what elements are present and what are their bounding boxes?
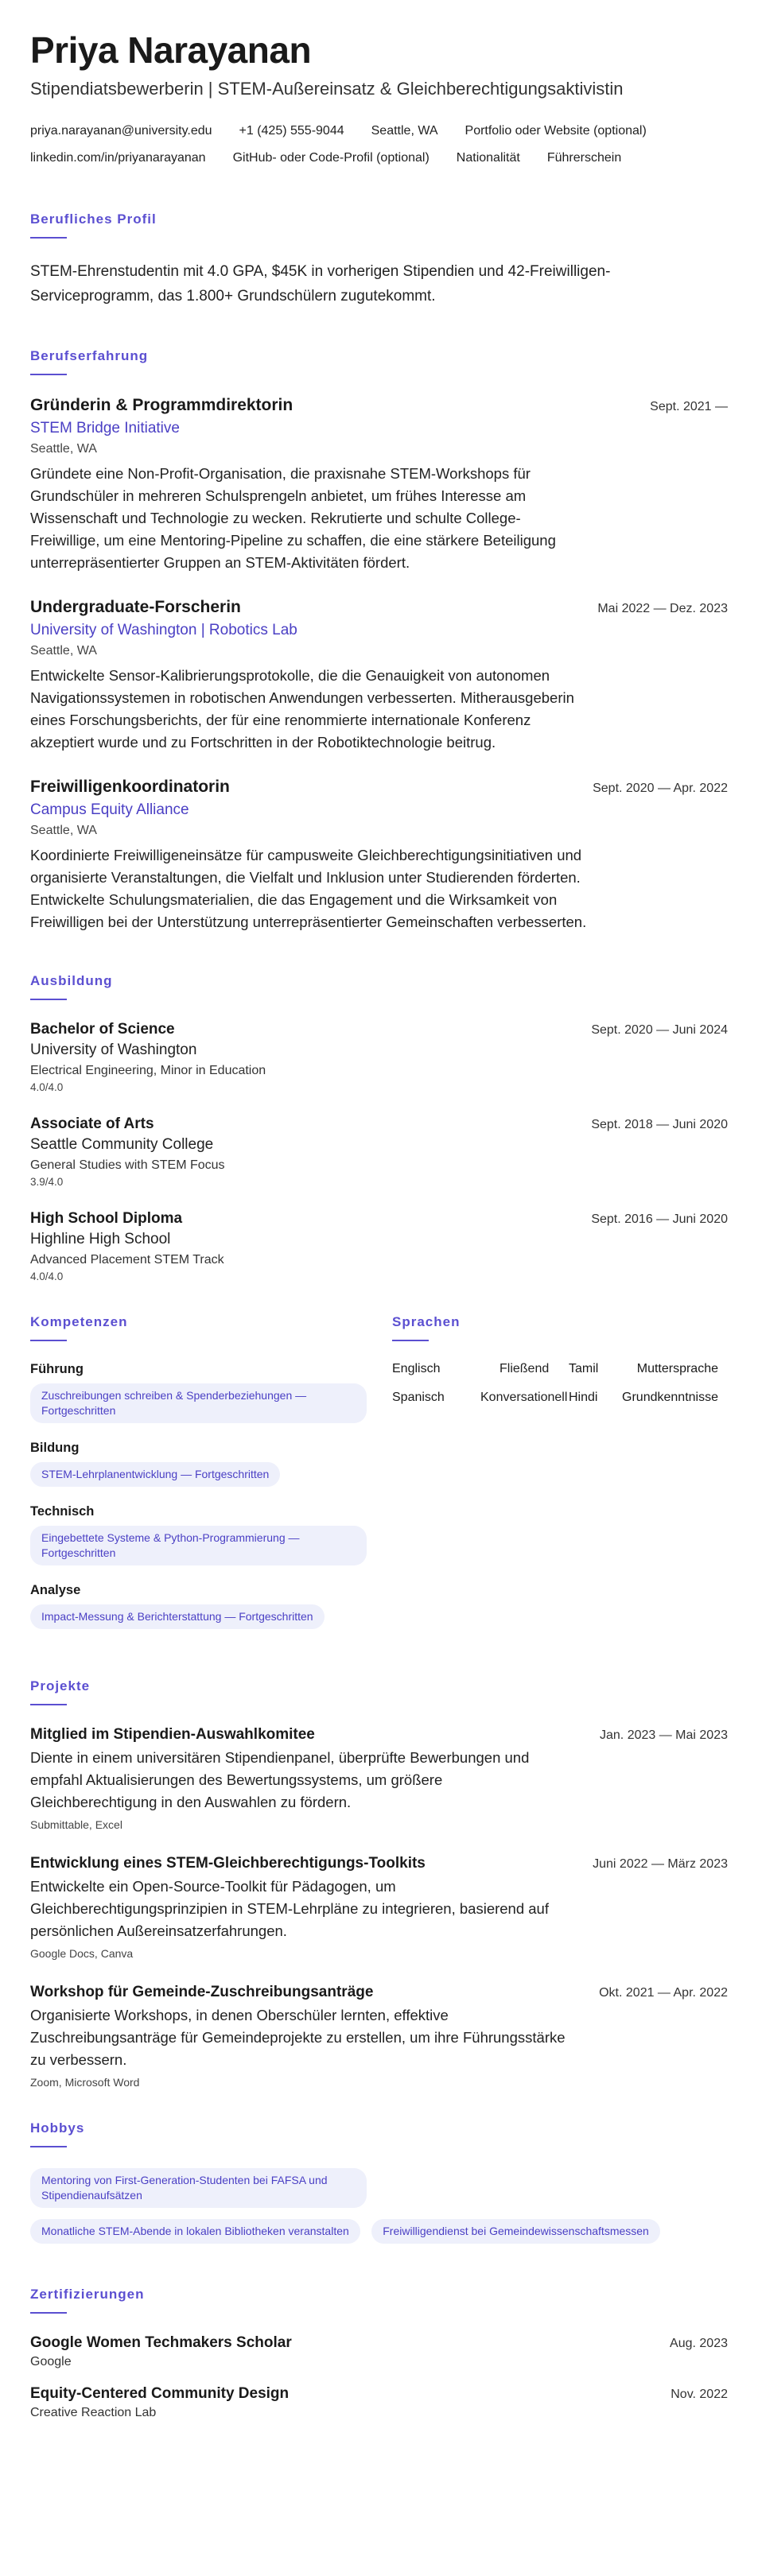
section-title: Hobbys [30,2120,85,2136]
project-description: Organisierte Workshops, in denen Oberschüler lernten, effektive Zuschreibungsanträge für Gemeindeprojekte zu erstellen, um ihre Führungsstärke zu verbessern. [30,2007,566,2068]
skill-category [30,1362,392,1441]
profile-summary: STEM-Ehrenstudentin mit 4.0 GPA, $45K in vorherigen Stipendien und 42-Freiwilligen-Serviceprogramm, das 1.800+ Grundschülern zugutekommt. [30,263,611,305]
section-title: Sprachen [392,1314,461,1329]
section-title: Zertifizierungen [30,2287,145,2302]
job-date: Sept. 2020 — Apr. 2022 [593,782,728,795]
resume-header [30,29,728,172]
experience-item [30,396,728,574]
project-description: Entwickelte ein Open-Source-Toolkit für Pädagogen, um Gleichberechtigungsprinzipien in STEM-Lehrpläne zu integrieren, basierend auf persönlichen Außereinsatzerfahrungen. [30,1878,549,1939]
project-tools: Zoom, Microsoft Word [30,2076,140,2089]
job-description: Entwickelte Sensor-Kalibrierungsprotokolle, die die Genauigkeit von autonomen Navigationssystemen in robotischen Anwendungen verbesserten. Mitherausgeberin eines Forschungsberichts, der für eine renommierte internationale Konferenz akzeptiert wurde und zu Fortschritten in der Robotiktechnologie beitrug. [30,667,574,751]
projects-section [30,1678,728,2089]
edu-date: Sept. 2018 — Juni 2020 [591,1118,728,1131]
hobby-pill: Monatliche STEM-Abende in lokalen Bibliotheken veranstalten [30,2219,360,2244]
certifications-section [30,2287,728,2420]
experience-section [30,348,728,933]
skill-pill: Zuschreibungen schreiben & Spenderbeziehungen — Fortgeschritten [30,1383,367,1423]
contact-email: priya.narayanan@university.edu [30,124,212,138]
edu-school: Seattle Community College [30,1136,214,1153]
skill-category-name: Bildung [30,1441,80,1455]
job-location: Seattle, WA [30,644,97,658]
job-title: Undergraduate-Forscherin [30,598,241,616]
hobby-list [30,2168,728,2255]
job-date: Sept. 2021 — [650,400,728,413]
language-level: Muttersprache [636,1362,718,1375]
certification-item [30,2385,728,2420]
skill-category [30,1441,392,1504]
education-item [30,1115,728,1188]
contact-portfolio: Portfolio oder Website (optional) [465,124,647,138]
section-title: Kompetenzen [30,1314,128,1329]
language-name: Spanisch [392,1391,445,1404]
project-item [30,1855,728,1960]
skill-pill: Eingebettete Systeme & Python-Programmierung — Fortgeschritten [30,1526,367,1565]
languages-section [392,1314,728,1647]
cert-title: Google Women Techmakers Scholar [30,2334,292,2351]
candidate-name: Priya Narayanan [30,29,312,71]
experience-item [30,778,728,933]
language-level: Konversationell [480,1391,568,1404]
edu-degree: High School Diploma [30,1210,183,1227]
section-divider [30,2312,67,2314]
language-name: Hindi [569,1391,598,1404]
edu-degree: Associate of Arts [30,1115,154,1132]
language-name: Tamil [569,1362,599,1375]
project-description: Diente in einem universitären Stipendienpanel, überprüfte Bewerbungen und empfahl Aktualisierungen des Bewertungssystems, um größere Gleichberechtigung in den Auswahlen zu fördern. [30,1749,530,1810]
edu-gpa: 4.0/4.0 [30,1081,64,1093]
section-divider [30,1340,67,1341]
project-date: Juni 2022 — März 2023 [593,1857,728,1871]
edu-field: Electrical Engineering, Minor in Education [30,1064,266,1077]
job-title: Freiwilligenkoordinatorin [30,778,230,796]
section-title: Berufserfahrung [30,348,149,363]
section-divider [30,237,67,239]
profile-section [30,211,728,308]
edu-date: Sept. 2016 — Juni 2020 [591,1212,728,1226]
section-title: Ausbildung [30,973,113,988]
certification-item [30,2334,728,2369]
language-name: Englisch [392,1362,441,1375]
cert-date: Nov. 2022 [671,2388,728,2401]
skills-section [30,1314,392,1647]
skill-category [30,1583,392,1647]
language-level: Fließend [500,1362,550,1375]
job-organization: Campus Equity Alliance [30,801,189,818]
language-list [392,1362,728,1405]
hobby-pill: Mentoring von First-Generation-Studenten bei FAFSA und Stipendienaufsätzen [30,2168,367,2208]
skill-category-name: Führung [30,1362,84,1376]
section-divider [30,999,67,1000]
section-divider [30,1704,67,1705]
project-title: Mitglied im Stipendien-Auswahlkomitee [30,1726,315,1743]
section-divider [30,374,67,375]
candidate-subtitle: Stipendiatsbewerberin | STEM-Außereinsatz & Gleichberechtigungsaktivistin [30,79,624,99]
contact-phone: +1 (425) 555-9044 [239,124,344,138]
section-title: Berufliches Profil [30,211,157,227]
job-organization: University of Washington | Robotics Lab [30,622,297,638]
contact-location: Seattle, WA [371,124,438,138]
hobby-pill: Freiwilligendienst bei Gemeindewissenschaftsmessen [371,2219,660,2244]
edu-gpa: 4.0/4.0 [30,1271,64,1282]
contact-list [30,118,728,172]
education-item [30,1210,728,1282]
cert-issuer: Google [30,2355,72,2368]
project-tools: Google Docs, Canva [30,1947,134,1960]
section-divider [30,2146,67,2147]
section-title: Projekte [30,1678,91,1693]
job-location: Seattle, WA [30,824,97,837]
education-item [30,1021,728,1093]
job-description: Koordinierte Freiwilligeneinsätze für campusweite Gleichberechtigungsinitiativen und organisierte Veranstaltungen, die Vielfalt und Inklusion unter Studierenden förderten. Entwickelte Schulungsmaterialien, die das Engagement und die Wirksamkeit von Freiwilligen bei der Unterstützung unterrepräsentierter Gemeinschaften verbesserten. [30,847,587,930]
contact-linkedin: linkedin.com/in/priyanarayanan [30,151,206,165]
language-level: Grundkenntnisse [622,1391,718,1404]
edu-gpa: 3.9/4.0 [30,1176,64,1188]
cert-date: Aug. 2023 [670,2337,728,2350]
skills-languages-row [30,1314,728,1647]
project-item [30,1984,728,2089]
cert-title: Equity-Centered Community Design [30,2385,290,2402]
education-section [30,973,728,1282]
job-organization: STEM Bridge Initiative [30,420,180,436]
skill-category-name: Analyse [30,1583,81,1597]
job-date: Mai 2022 — Dez. 2023 [597,602,728,615]
job-description: Gründete eine Non-Profit-Organisation, die praxisnahe STEM-Workshops für Grundschüler in mehreren Schulsprengeln anbietet, um frühes Interesse am Wissenschaft und Technologie zu wecken. Rekrutierte und schulte College-Freiwillige, um eine Mentoring-Pipeline zu schaffen, die eine stärkere Beteiligung unterrepräsentierter Gruppen an STEM-Aktivitäten fördert. [30,465,556,571]
project-item [30,1726,728,1831]
contact-github: GitHub- oder Code-Profil (optional) [232,151,430,165]
project-date: Jan. 2023 — Mai 2023 [600,1728,728,1742]
skill-category-name: Technisch [30,1504,95,1519]
job-location: Seattle, WA [30,442,97,456]
project-tools: Submittable, Excel [30,1818,122,1831]
section-divider [392,1340,429,1341]
job-title: Gründerin & Programmdirektorin [30,396,293,414]
edu-field: Advanced Placement STEM Track [30,1253,224,1267]
contact-nationality: Nationalität [456,151,520,165]
edu-school: Highline High School [30,1231,171,1247]
project-date: Okt. 2021 — Apr. 2022 [599,1986,728,2000]
cert-issuer: Creative Reaction Lab [30,2406,157,2419]
project-title: Entwicklung eines STEM-Gleichberechtigungs-Toolkits [30,1855,426,1872]
skill-pill: Impact-Messung & Berichterstattung — Fortgeschritten [30,1604,325,1629]
skill-category [30,1504,392,1583]
edu-degree: Bachelor of Science [30,1021,175,1038]
experience-item [30,598,728,754]
project-title: Workshop für Gemeinde-Zuschreibungsanträge [30,1984,374,2000]
hobbies-section [30,2120,728,2255]
contact-license: Führerschein [546,151,622,165]
edu-field: General Studies with STEM Focus [30,1158,225,1172]
edu-school: University of Washington [30,1042,197,1058]
edu-date: Sept. 2020 — Juni 2024 [591,1023,728,1037]
skill-pill: STEM-Lehrplanentwicklung — Fortgeschritten [30,1462,280,1487]
